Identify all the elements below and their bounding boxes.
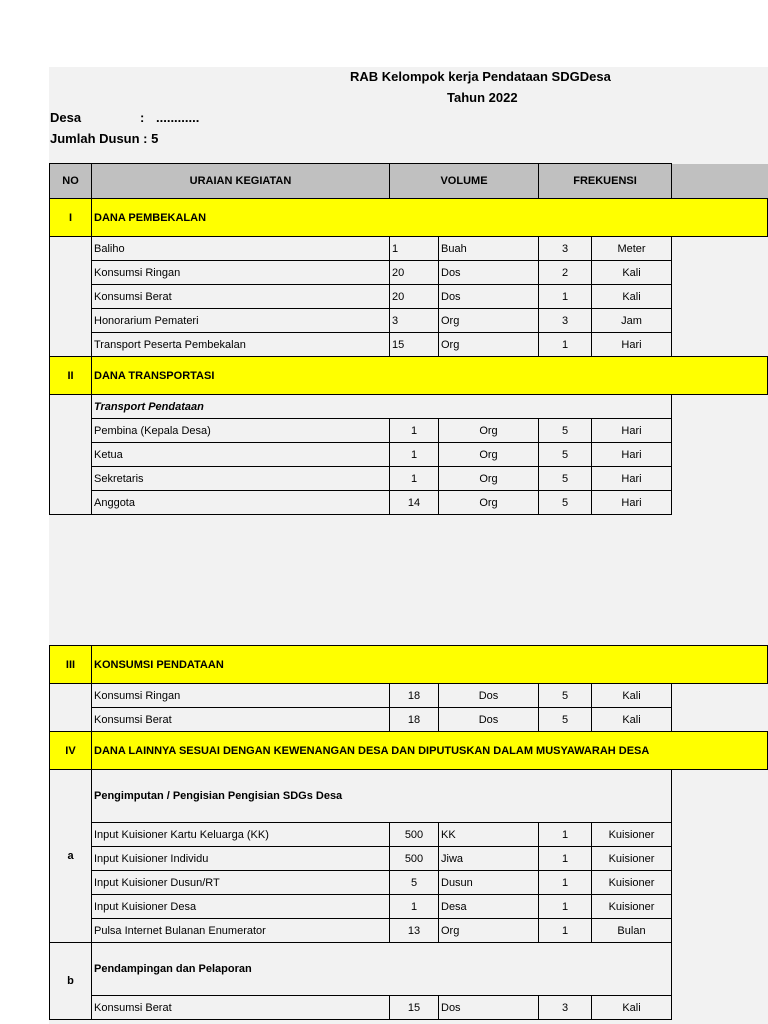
frequency-value: 1 (539, 333, 592, 357)
section-number: IV (50, 732, 92, 770)
desa-colon: : (140, 110, 145, 125)
item-name: Input Kuisioner Kartu Keluarga (KK) (92, 823, 390, 847)
frequency-value: 1 (539, 895, 592, 919)
frequency-unit: Bulan (592, 919, 672, 943)
section-title: KONSUMSI PENDATAAN (92, 646, 768, 684)
table-row (50, 708, 768, 732)
frequency-unit: Meter (592, 237, 672, 261)
subsection-row (50, 943, 768, 996)
frequency-unit: Kali (592, 684, 672, 708)
volume-unit: Org (439, 919, 539, 943)
item-name: Pembina (Kepala Desa) (92, 419, 390, 443)
desa-value: ............ (156, 110, 200, 125)
frequency-unit: Kali (592, 285, 672, 309)
table-row (50, 823, 768, 847)
volume-unit: Org (439, 309, 539, 333)
frequency-value: 3 (539, 996, 592, 1020)
volume-unit: Org (439, 491, 539, 515)
frequency-value: 5 (539, 443, 592, 467)
section-title: DANA LAINNYA SESUAI DENGAN KEWENANGAN DESA DAN DIPUTUSKAN DALAM MUSYAWARAH DESA (92, 732, 768, 770)
budget-table-part1 (49, 163, 768, 515)
frequency-unit: Kali (592, 261, 672, 285)
subsection-letter: a (50, 770, 92, 943)
frequency-value: 2 (539, 261, 592, 285)
frequency-unit: Jam (592, 309, 672, 333)
item-name: Konsumsi Berat (92, 285, 390, 309)
frequency-unit: Hari (592, 333, 672, 357)
volume-unit: Dos (439, 285, 539, 309)
section-number: I (50, 199, 92, 237)
volume-value: 1 (390, 467, 439, 491)
header-uraian: URAIAN KEGIATAN (92, 164, 390, 199)
section-row (50, 199, 768, 237)
table-row (50, 467, 768, 491)
subsection-row (50, 395, 768, 419)
item-name: Konsumsi Berat (92, 708, 390, 732)
volume-value: 1 (390, 443, 439, 467)
header-frekuensi: FREKUENSI (539, 164, 672, 199)
volume-value: 15 (390, 996, 439, 1020)
volume-value: 18 (390, 684, 439, 708)
volume-unit: Org (439, 467, 539, 491)
section-number: II (50, 357, 92, 395)
item-name: Input Kuisioner Desa (92, 895, 390, 919)
subsection-title: Transport Pendataan (92, 395, 672, 419)
budget-table-part2 (49, 645, 768, 1020)
jumlah-dusun-line: Jumlah Dusun : 5 (50, 131, 159, 146)
item-name: Sekretaris (92, 467, 390, 491)
table-row (50, 871, 768, 895)
volume-value: 1 (390, 419, 439, 443)
section-row (50, 646, 768, 684)
volume-unit: Dos (439, 261, 539, 285)
desa-line (50, 110, 200, 125)
volume-value: 18 (390, 708, 439, 732)
subsection-title: Pengimputan / Pengisian Pengisian SDGs Desa (92, 770, 672, 823)
frequency-value: 1 (539, 847, 592, 871)
frequency-unit: Kali (592, 996, 672, 1020)
section-row (50, 357, 768, 395)
item-name: Anggota (92, 491, 390, 515)
volume-unit: Dusun (439, 871, 539, 895)
volume-value: 20 (390, 261, 439, 285)
frequency-unit: Kuisioner (592, 823, 672, 847)
document-title: RAB Kelompok kerja Pendataan SDGDesa (350, 69, 611, 84)
volume-value: 500 (390, 847, 439, 871)
frequency-value: 1 (539, 285, 592, 309)
item-name: Konsumsi Berat (92, 996, 390, 1020)
volume-value: 5 (390, 871, 439, 895)
table-row (50, 333, 768, 357)
table-header-row (50, 164, 768, 199)
table-row (50, 895, 768, 919)
section-title: DANA PEMBEKALAN (92, 199, 768, 237)
table-row (50, 684, 768, 708)
frequency-value: 1 (539, 919, 592, 943)
volume-unit: Dos (439, 684, 539, 708)
table-row (50, 919, 768, 943)
section-title: DANA TRANSPORTASI (92, 357, 768, 395)
item-name: Ketua (92, 443, 390, 467)
frequency-unit: Hari (592, 443, 672, 467)
frequency-unit: Hari (592, 491, 672, 515)
document-year: Tahun 2022 (447, 90, 518, 105)
frequency-value: 5 (539, 491, 592, 515)
volume-unit: Org (439, 443, 539, 467)
header-no: NO (50, 164, 92, 199)
volume-unit: Org (439, 419, 539, 443)
frequency-value: 5 (539, 684, 592, 708)
frequency-unit: Kali (592, 708, 672, 732)
volume-value: 3 (390, 309, 439, 333)
desa-label: Desa (50, 110, 82, 125)
volume-value: 1 (390, 895, 439, 919)
volume-value: 500 (390, 823, 439, 847)
volume-unit: Dos (439, 996, 539, 1020)
table-row (50, 237, 768, 261)
frequency-unit: Hari (592, 467, 672, 491)
volume-value: 15 (390, 333, 439, 357)
frequency-value: 3 (539, 237, 592, 261)
frequency-value: 5 (539, 467, 592, 491)
item-name: Input Kuisioner Dusun/RT (92, 871, 390, 895)
volume-unit: Org (439, 333, 539, 357)
subsection-title: Pendampingan dan Pelaporan (92, 943, 672, 996)
table-row (50, 847, 768, 871)
table-row (50, 996, 768, 1020)
subsection-letter: b (50, 943, 92, 1020)
frequency-value: 3 (539, 309, 592, 333)
item-name: Transport Peserta Pembekalan (92, 333, 390, 357)
item-name: Pulsa Internet Bulanan Enumerator (92, 919, 390, 943)
table-row (50, 285, 768, 309)
volume-unit: Desa (439, 895, 539, 919)
frequency-value: 5 (539, 708, 592, 732)
frequency-unit: Hari (592, 419, 672, 443)
frequency-unit: Kuisioner (592, 847, 672, 871)
table-row (50, 309, 768, 333)
section-number: III (50, 646, 92, 684)
volume-value: 13 (390, 919, 439, 943)
frequency-value: 1 (539, 871, 592, 895)
table-row (50, 443, 768, 467)
subsection-row (50, 770, 768, 823)
frequency-unit: Kuisioner (592, 895, 672, 919)
frequency-value: 1 (539, 823, 592, 847)
table-row (50, 261, 768, 285)
item-name: Konsumsi Ringan (92, 684, 390, 708)
frequency-value: 5 (539, 419, 592, 443)
volume-unit: Dos (439, 708, 539, 732)
section-row (50, 732, 768, 770)
item-name: Honorarium Pemateri (92, 309, 390, 333)
item-name: Konsumsi Ringan (92, 261, 390, 285)
table-row (50, 491, 768, 515)
volume-value: 20 (390, 285, 439, 309)
table-row (50, 419, 768, 443)
volume-unit: Jiwa (439, 847, 539, 871)
item-name: Input Kuisioner Individu (92, 847, 390, 871)
volume-unit: Buah (439, 237, 539, 261)
header-volume: VOLUME (390, 164, 539, 199)
item-name: Baliho (92, 237, 390, 261)
frequency-unit: Kuisioner (592, 871, 672, 895)
volume-value: 14 (390, 491, 439, 515)
volume-unit: KK (439, 823, 539, 847)
volume-value: 1 (390, 237, 439, 261)
